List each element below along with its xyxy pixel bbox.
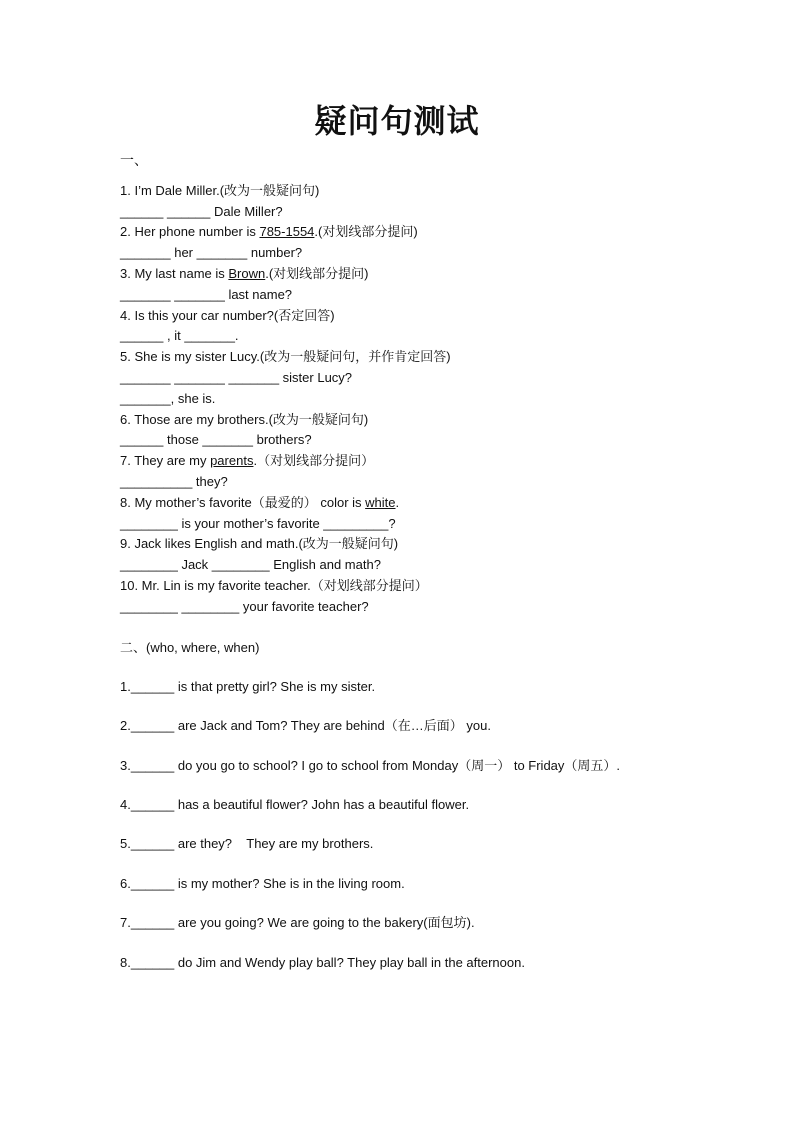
question-item: 8.______ do Jim and Wendy play ball? They play ball in the afternoon.	[120, 954, 525, 970]
section-spacer	[120, 618, 680, 638]
answer-line	[120, 389, 680, 410]
section-2	[120, 638, 680, 974]
answer-line	[120, 326, 680, 347]
answer-line	[120, 555, 680, 576]
line-text: ________ ________ your favorite teacher?	[120, 598, 369, 614]
answer-line	[120, 597, 680, 618]
line-text: _______ _______ last name?	[120, 286, 293, 302]
line-text: 1. I’m Dale Miller.(改为一般疑问句)	[120, 182, 320, 198]
line-text: .(对划线部分提问)	[314, 224, 418, 240]
line-text: 9. Jack likes English and math.(改为一般疑问句)	[120, 536, 399, 552]
line-text: .	[395, 494, 400, 510]
line-text: .（对划线部分提问）	[253, 453, 375, 469]
question-item: 1.______ is that pretty girl? She is my sister.	[120, 678, 376, 694]
exercise-line	[120, 576, 680, 597]
question-item: 5.______ are they? They are my brothers.	[120, 836, 374, 852]
exercise-line	[120, 181, 680, 202]
line-text: 10. Mr. Lin is my favorite teacher.（对划线部分提问）	[120, 577, 428, 593]
line-text: _______ her _______ number?	[120, 245, 303, 261]
line-text: 3. My last name is	[120, 265, 229, 281]
line-text: ______ , it _______.	[120, 328, 239, 344]
question-item: 6.______ is my mother? She is in the living room.	[120, 875, 405, 891]
underlined-text: 785-1554	[259, 224, 315, 240]
exercise-line	[120, 451, 680, 472]
question-item: 7.______ are you going? We are going to the bakery(面包坊).	[120, 915, 475, 931]
question-item: 3.______ do you go to school? I go to school from Monday（周一） to Friday（周五）.	[120, 757, 621, 773]
exercise-line	[120, 347, 680, 368]
line-text: _______, she is.	[120, 390, 216, 406]
line-text: ______ ______ Dale Miller?	[120, 203, 283, 219]
exercise-line	[120, 264, 680, 285]
underlined-text: parents	[210, 453, 254, 469]
answer-line	[120, 243, 680, 264]
line-text: 4. Is this your car number?(否定回答)	[120, 307, 335, 323]
underlined-text: white	[365, 494, 396, 510]
section-2-heading: 二、(who, where, when)	[120, 639, 260, 655]
section-1-heading: 一、	[120, 152, 148, 168]
line-text: __________ they?	[120, 473, 228, 489]
answer-line	[120, 202, 680, 223]
line-text: 2. Her phone number is	[120, 224, 260, 240]
line-text: .(对划线部分提问)	[265, 265, 369, 281]
exercise-line	[120, 493, 680, 514]
answer-line	[120, 514, 680, 535]
line-text: 8. My mother’s favorite（最爱的） color is	[120, 494, 366, 510]
question-item: 2.______ are Jack and Tom? They are behind（在…后面） you.	[120, 718, 491, 734]
answer-line	[120, 430, 680, 451]
question-item: 4.______ has a beautiful flower? John has a beautiful flower.	[120, 797, 470, 813]
section-1-list	[120, 181, 680, 618]
answer-line	[120, 472, 680, 493]
line-text: ______ those _______ brothers?	[120, 432, 312, 448]
page-title: 疑问句测试	[314, 102, 480, 140]
line-text: 5. She is my sister Lucy.(改为一般疑问句，并作肯定回答)	[120, 349, 451, 365]
exercise-line	[120, 410, 680, 431]
line-text: 6. Those are my brothers.(改为一般疑问句)	[120, 411, 369, 427]
underlined-text: Brown	[228, 265, 266, 281]
answer-line	[120, 285, 680, 306]
worksheet-body	[120, 150, 680, 992]
exercise-line	[120, 534, 680, 555]
exercise-line	[120, 306, 680, 327]
exercise-line	[120, 222, 680, 243]
answer-line	[120, 368, 680, 389]
line-text: 7. They are my	[120, 453, 211, 469]
line-text: _______ _______ _______ sister Lucy?	[120, 369, 353, 385]
line-text: ________ is your mother’s favorite _________?	[120, 515, 396, 531]
line-text: ________ Jack ________ English and math?	[120, 557, 381, 573]
